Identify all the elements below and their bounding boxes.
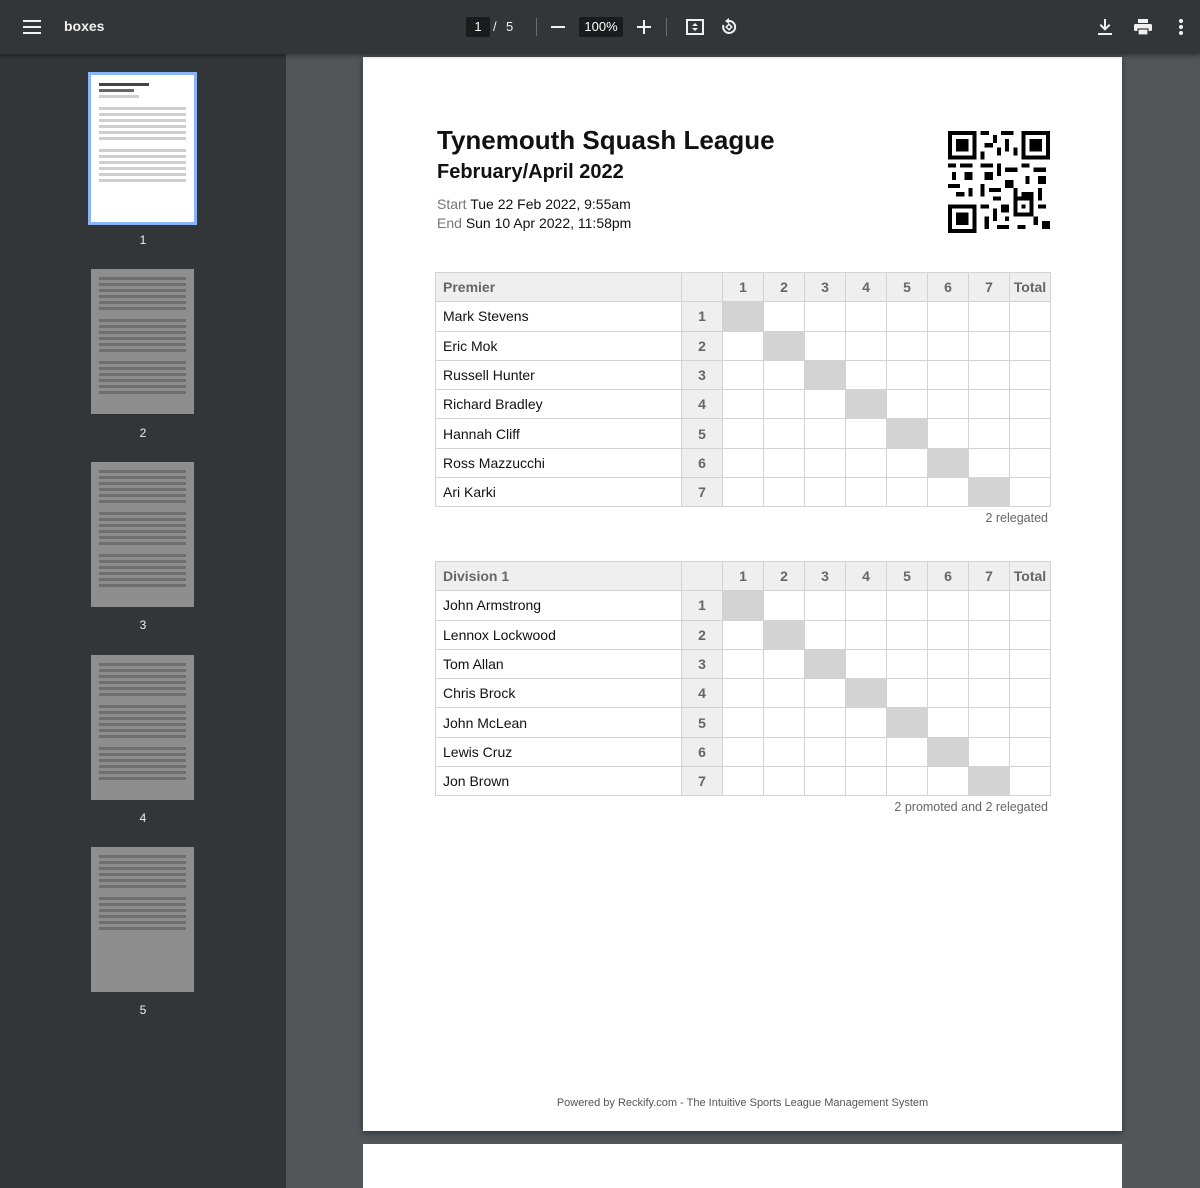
player-name: Richard Bradley	[436, 390, 682, 419]
diagonal-cell	[723, 591, 764, 620]
player-name: Jon Brown	[436, 767, 682, 796]
table-row	[436, 649, 1051, 678]
player-seed: 5	[682, 708, 723, 737]
thumbnail-content	[99, 149, 186, 185]
thumbnail-content	[99, 747, 186, 783]
score-cell	[887, 649, 928, 678]
score-cell	[723, 448, 764, 477]
score-cell	[764, 448, 805, 477]
player-seed: 4	[682, 390, 723, 419]
score-cell	[846, 591, 887, 620]
league-title: Tynemouth Squash League	[437, 125, 775, 155]
score-cell	[887, 390, 928, 419]
player-name: Lennox Lockwood	[436, 620, 682, 649]
score-cell	[723, 419, 764, 448]
more-vert-icon[interactable]	[1166, 12, 1196, 42]
diagonal-cell	[928, 737, 969, 766]
rotate-icon[interactable]	[714, 12, 744, 42]
diagonal-cell	[764, 331, 805, 360]
page-number-input[interactable]: 1	[466, 17, 490, 37]
division-table-division-1	[435, 561, 1051, 796]
total-cell	[1010, 390, 1051, 419]
page-footer: Powered by Reckify.com - The Intuitive Sports League Management System	[556, 1097, 929, 1109]
menu-icon[interactable]	[17, 12, 47, 42]
score-cell	[887, 679, 928, 708]
player-seed: 4	[682, 679, 723, 708]
thumbnail-content	[99, 83, 186, 101]
player-seed: 2	[682, 331, 723, 360]
table-row	[436, 331, 1051, 360]
column-header: 2	[764, 273, 805, 302]
player-seed: 1	[682, 591, 723, 620]
pdf-page-next	[363, 1144, 1122, 1188]
score-cell	[846, 478, 887, 507]
division-name: Division 1	[436, 562, 682, 591]
league-period: February/April 2022	[437, 161, 624, 183]
table-row	[436, 478, 1051, 507]
total-cell	[1010, 478, 1051, 507]
total-cell	[1010, 360, 1051, 389]
player-seed: 7	[682, 478, 723, 507]
score-cell	[846, 448, 887, 477]
player-name: Lewis Cruz	[436, 737, 682, 766]
thumbnail-label: 3	[139, 618, 147, 632]
score-cell	[764, 708, 805, 737]
player-name: Ari Karki	[436, 478, 682, 507]
score-cell	[764, 478, 805, 507]
score-cell	[723, 649, 764, 678]
score-cell	[969, 360, 1010, 389]
player-name: John McLean	[436, 708, 682, 737]
column-header: 7	[969, 562, 1010, 591]
diagonal-cell	[887, 708, 928, 737]
document-title: boxes	[64, 18, 105, 34]
score-cell	[969, 649, 1010, 678]
pdf-page	[363, 57, 1122, 1131]
table-row	[436, 360, 1051, 389]
thumbnail-page-5[interactable]	[91, 847, 194, 992]
score-cell	[764, 360, 805, 389]
score-cell	[969, 419, 1010, 448]
table-row	[436, 448, 1051, 477]
thumbnail-label: 5	[139, 1003, 147, 1017]
table-row	[436, 767, 1051, 796]
score-cell	[805, 390, 846, 419]
end-value: Sun 10 Apr 2022, 11:58pm	[465, 215, 632, 231]
thumbnail-content	[99, 107, 186, 143]
total-cell	[1010, 620, 1051, 649]
zoom-in-icon[interactable]	[629, 12, 659, 42]
total-header: Total	[1010, 273, 1051, 302]
diagonal-cell	[846, 390, 887, 419]
column-header: 1	[723, 273, 764, 302]
table-row	[436, 620, 1051, 649]
print-icon[interactable]	[1128, 12, 1158, 42]
column-header: 1	[723, 562, 764, 591]
score-cell	[846, 302, 887, 331]
download-icon[interactable]	[1090, 12, 1120, 42]
thumbnail-content	[99, 705, 186, 741]
score-cell	[969, 302, 1010, 331]
end-label: End	[437, 215, 462, 231]
table-header-row	[436, 273, 1051, 302]
total-cell	[1010, 767, 1051, 796]
player-seed: 3	[682, 649, 723, 678]
player-name: Chris Brock	[436, 679, 682, 708]
thumbnail-content	[99, 897, 186, 933]
thumbnail-content	[99, 855, 186, 891]
thumbnail-content	[99, 319, 186, 355]
thumbnail-content	[99, 470, 186, 506]
seed-header	[682, 273, 723, 302]
score-cell	[846, 708, 887, 737]
diagonal-cell	[805, 649, 846, 678]
score-cell	[928, 302, 969, 331]
player-name: Hannah Cliff	[436, 419, 682, 448]
division-note: 2 promoted and 2 relegated	[894, 800, 1048, 814]
table-row	[436, 591, 1051, 620]
end-date	[437, 215, 631, 231]
total-cell	[1010, 591, 1051, 620]
score-cell	[928, 331, 969, 360]
score-cell	[887, 737, 928, 766]
total-cell	[1010, 737, 1051, 766]
thumbnail-page-3[interactable]	[91, 462, 194, 607]
score-cell	[969, 331, 1010, 360]
diagonal-cell	[969, 478, 1010, 507]
score-cell	[805, 448, 846, 477]
score-cell	[846, 419, 887, 448]
thumbnail-sidebar	[0, 54, 286, 1188]
score-cell	[723, 390, 764, 419]
division-table-premier	[435, 272, 1051, 507]
score-cell	[805, 767, 846, 796]
score-cell	[723, 767, 764, 796]
score-cell	[723, 620, 764, 649]
score-cell	[764, 737, 805, 766]
score-cell	[846, 331, 887, 360]
score-cell	[969, 390, 1010, 419]
thumbnail-content	[99, 554, 186, 590]
player-seed: 5	[682, 419, 723, 448]
player-seed: 7	[682, 767, 723, 796]
table-row	[436, 679, 1051, 708]
page-total: 5	[506, 19, 514, 34]
score-cell	[928, 649, 969, 678]
table-row	[436, 737, 1051, 766]
pdf-toolbar	[0, 0, 1200, 54]
player-name: John Armstrong	[436, 591, 682, 620]
score-cell	[969, 737, 1010, 766]
score-cell	[764, 767, 805, 796]
column-header: 7	[969, 273, 1010, 302]
start-label: Start	[437, 196, 467, 212]
start-value: Tue 22 Feb 2022, 9:55am	[470, 196, 631, 212]
diagonal-cell	[846, 679, 887, 708]
toolbar-divider	[666, 18, 667, 36]
total-cell	[1010, 649, 1051, 678]
score-cell	[887, 360, 928, 389]
score-cell	[969, 448, 1010, 477]
table-row	[436, 419, 1051, 448]
score-cell	[928, 360, 969, 389]
player-name: Russell Hunter	[436, 360, 682, 389]
score-cell	[723, 737, 764, 766]
score-cell	[805, 478, 846, 507]
score-cell	[969, 708, 1010, 737]
score-cell	[805, 419, 846, 448]
thumbnail-content	[99, 277, 186, 313]
score-cell	[887, 620, 928, 649]
score-cell	[764, 390, 805, 419]
player-seed: 6	[682, 737, 723, 766]
total-cell	[1010, 331, 1051, 360]
score-cell	[805, 591, 846, 620]
score-cell	[887, 767, 928, 796]
column-header: 3	[805, 562, 846, 591]
player-name: Eric Mok	[436, 331, 682, 360]
score-cell	[805, 302, 846, 331]
fit-page-icon[interactable]	[680, 12, 710, 42]
column-header: 6	[928, 562, 969, 591]
score-cell	[928, 390, 969, 419]
diagonal-cell	[723, 302, 764, 331]
diagonal-cell	[969, 767, 1010, 796]
player-name: Ross Mazzucchi	[436, 448, 682, 477]
score-cell	[723, 331, 764, 360]
toolbar-divider	[536, 18, 537, 36]
thumbnail-page-2[interactable]	[91, 269, 194, 414]
score-cell	[846, 649, 887, 678]
score-cell	[764, 302, 805, 331]
score-cell	[764, 649, 805, 678]
zoom-out-icon[interactable]	[543, 12, 573, 42]
table-row	[436, 390, 1051, 419]
score-cell	[764, 419, 805, 448]
score-cell	[887, 331, 928, 360]
column-header: 4	[846, 273, 887, 302]
score-cell	[969, 620, 1010, 649]
thumbnail-label: 2	[139, 426, 147, 440]
score-cell	[846, 737, 887, 766]
thumbnail-content	[99, 361, 186, 397]
zoom-level-input[interactable]: 100%	[579, 17, 623, 37]
diagonal-cell	[805, 360, 846, 389]
player-name: Tom Allan	[436, 649, 682, 678]
thumbnail-label: 4	[139, 811, 147, 825]
score-cell	[764, 591, 805, 620]
division-name: Premier	[436, 273, 682, 302]
division-note: 2 relegated	[985, 511, 1048, 525]
thumbnail-page-4[interactable]	[91, 655, 194, 800]
thumbnail-label: 1	[139, 233, 147, 247]
qr-code	[948, 131, 1050, 233]
player-seed: 3	[682, 360, 723, 389]
column-header: 2	[764, 562, 805, 591]
score-cell	[928, 478, 969, 507]
column-header: 6	[928, 273, 969, 302]
diagonal-cell	[887, 419, 928, 448]
seed-header	[682, 562, 723, 591]
score-cell	[969, 591, 1010, 620]
total-cell	[1010, 708, 1051, 737]
score-cell	[805, 737, 846, 766]
column-header: 5	[887, 273, 928, 302]
thumbnail-content	[99, 663, 186, 699]
thumbnail-page-1[interactable]	[88, 72, 197, 225]
score-cell	[887, 448, 928, 477]
score-cell	[805, 331, 846, 360]
total-cell	[1010, 419, 1051, 448]
score-cell	[723, 478, 764, 507]
table-header-row	[436, 562, 1051, 591]
player-seed: 2	[682, 620, 723, 649]
score-cell	[846, 620, 887, 649]
score-cell	[928, 620, 969, 649]
total-cell	[1010, 448, 1051, 477]
thumbnail-content	[99, 512, 186, 548]
diagonal-cell	[928, 448, 969, 477]
score-cell	[887, 302, 928, 331]
diagonal-cell	[764, 620, 805, 649]
score-cell	[887, 591, 928, 620]
score-cell	[805, 620, 846, 649]
score-cell	[723, 708, 764, 737]
score-cell	[764, 679, 805, 708]
column-header: 5	[887, 562, 928, 591]
score-cell	[928, 419, 969, 448]
total-cell	[1010, 679, 1051, 708]
player-seed: 6	[682, 448, 723, 477]
player-name: Mark Stevens	[436, 302, 682, 331]
column-header: 4	[846, 562, 887, 591]
start-date	[437, 196, 631, 212]
total-header: Total	[1010, 562, 1051, 591]
score-cell	[723, 360, 764, 389]
score-cell	[928, 679, 969, 708]
score-cell	[805, 679, 846, 708]
score-cell	[805, 708, 846, 737]
table-row	[436, 708, 1051, 737]
page-separator: /	[493, 19, 497, 34]
score-cell	[969, 679, 1010, 708]
score-cell	[928, 591, 969, 620]
score-cell	[887, 478, 928, 507]
table-row	[436, 302, 1051, 331]
column-header: 3	[805, 273, 846, 302]
score-cell	[846, 767, 887, 796]
player-seed: 1	[682, 302, 723, 331]
score-cell	[928, 767, 969, 796]
score-cell	[846, 360, 887, 389]
score-cell	[928, 708, 969, 737]
total-cell	[1010, 302, 1051, 331]
score-cell	[723, 679, 764, 708]
